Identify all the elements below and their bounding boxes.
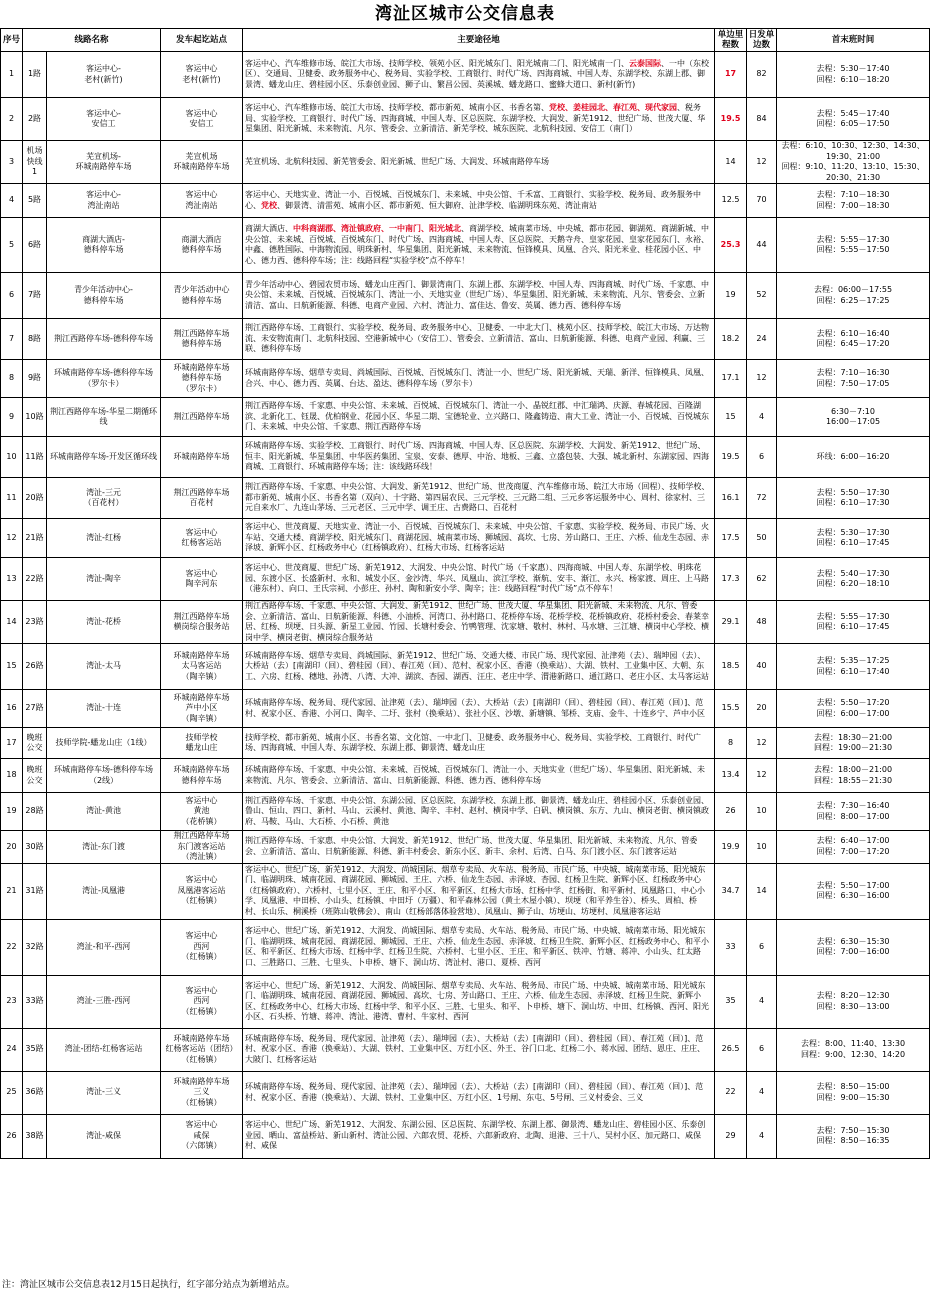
stop-text: 客运中心、世茂商厦、世纪广场、新芜1912、大润发、中央公馆、时代广场（千家惠）、四海商城、中国人寿、东湖学校、明珠花园、东渡小区、长盛新村、永和、城发小区、金沙湾、华兴、凤凰山、滨江学校、渐航、安丰、渐江、永兴、杨家渡、周庄、上马路（港东村）、向口、王氏宗祠、小彭庄、孙村、陶和新安小学、陶辛；注：线路回程“时代广场”点不停车！	[245, 563, 710, 594]
route-name: 湾沚-凤凰港	[47, 863, 161, 919]
one-way-km: 14	[715, 141, 747, 184]
one-way-km: 35	[715, 975, 747, 1028]
route-number: 5路	[23, 184, 47, 218]
row-index: 17	[1, 728, 23, 759]
table-row	[1, 1071, 930, 1114]
daily-trips: 48	[747, 601, 777, 644]
route-name: 湾沚-三义	[47, 1071, 161, 1114]
row-index: 19	[1, 793, 23, 831]
first-last-time: 去程：7:10－18:30 回程：7:00－18:30	[777, 184, 930, 218]
route-number: 27路	[23, 690, 47, 728]
stop-text: 、一中（东校区）、交通局、	[245, 58, 710, 79]
route-number: 21路	[23, 519, 47, 558]
route-terminals: 客运中心 老村(新竹)	[161, 52, 243, 98]
table-row	[1, 690, 930, 728]
daily-trips: 24	[747, 319, 777, 360]
daily-trips: 84	[747, 98, 777, 141]
one-way-km: 34.7	[715, 863, 747, 919]
route-number: 30路	[23, 831, 47, 864]
first-last-time: 去程：5:35－17:25 回程：6:10－17:40	[777, 644, 930, 690]
header-first-last-time: 首末班时间	[777, 29, 930, 52]
route-stops	[243, 863, 715, 919]
route-name: 荆江西路停车场-华星二期循环线	[47, 398, 161, 437]
row-index: 9	[1, 398, 23, 437]
route-terminals: 客运中心 凤凰港客运站 （红杨镇）	[161, 863, 243, 919]
footnote: 注：湾沚区城市公交信息表12月15日起执行，红字部分站点为新增站点。	[2, 1280, 295, 1290]
stop-text: 荆江西路停车场、千家惠、中央公馆、大润发、新芜1912、世纪广场、世茂商厦、汽车维修市场、皖江大市场（回程）、技师学校、都市新苑、城南小区、书香名第（双向）、十字路、第四届农民、三元学校、三元路二组、三元乡客运服务中心、周村、徐家村、三元自来水厂、九连山茅场、三元老区、三元中学、调王庄、古费路口、百花村	[245, 482, 710, 513]
one-way-km: 8	[715, 728, 747, 759]
first-last-time: 去程：5:30－17:40 回程：6:10－18:20	[777, 52, 930, 98]
route-stops	[243, 975, 715, 1028]
row-index: 2	[1, 98, 23, 141]
route-terminals: 环城南路停车场 红杨客运站（团结） （红杨镇）	[161, 1028, 243, 1071]
first-last-time: 去程：7:50－15:30 回程：8:50－16:35	[777, 1114, 930, 1158]
first-last-time: 去程：5:40－17:30 回程：6:20－18:10	[777, 558, 930, 601]
route-number: 晚班公交	[23, 759, 47, 793]
stop-text: 卫健委	[297, 69, 322, 79]
header-one-way-km: 单边里程数	[715, 29, 747, 52]
route-stops	[243, 398, 715, 437]
daily-trips: 12	[747, 360, 777, 398]
route-name: 湾沚-东门渡	[47, 831, 161, 864]
one-way-km: 26.5	[715, 1028, 747, 1071]
route-stops	[243, 360, 715, 398]
route-stops	[243, 728, 715, 759]
table-row	[1, 919, 930, 975]
daily-trips: 6	[747, 1028, 777, 1071]
route-name: 技师学院-蟠龙山庄（1线）	[47, 728, 161, 759]
new-stop-text: 党校、姜桂园北、春江苑、现代家园	[549, 103, 678, 113]
one-way-km: 25.3	[715, 218, 747, 273]
route-name: 客运中心- 老村(新竹)	[47, 52, 161, 98]
route-name: 湾沚-红杨	[47, 519, 161, 558]
row-index: 22	[1, 919, 23, 975]
first-last-time: 去程：5:50－17:30 回程：6:10－17:30	[777, 478, 930, 519]
daily-trips: 6	[747, 919, 777, 975]
route-terminals: 技师学校 蟠龙山庄	[161, 728, 243, 759]
stop-text: 客运中心、汽车维修市场、皖江大市场、技师学校、都市新苑、城南小区、书香名第、	[245, 103, 550, 113]
stop-text: 、税务局、实验学校、工商银行、时代广场、四海商城、中国人寿、区总医院、东湖学校、大润发、新芜1912、世纪广场、世茂大厦、华星集团、阳光新城、未来物流、凡尔、管委会、立新清洁、新芜学校、城东医院、北航科技园、安信工（南门）	[245, 103, 706, 134]
route-terminals: 荆江西路停车场 横岗综合服务站	[161, 601, 243, 644]
daily-trips: 14	[747, 863, 777, 919]
table-row	[1, 1028, 930, 1071]
row-index: 11	[1, 478, 23, 519]
first-last-time: 去程：6:10－16:40 回程：6:45－17:20	[777, 319, 930, 360]
route-number: 22路	[23, 558, 47, 601]
header-main-stops: 主要途径地	[243, 29, 715, 52]
first-last-time: 去程：6:10、10:30、12:30、14:30、19:30、21:00 回程：9:10、11:20、13:10、15:30、20:30、21:30	[777, 141, 930, 184]
route-number: 1路	[23, 52, 47, 98]
route-stops	[243, 1071, 715, 1114]
route-terminals: 荆江西路停车场	[161, 398, 243, 437]
route-terminals: 青少年活动中心 德科停车场	[161, 273, 243, 319]
table-body	[1, 52, 930, 1159]
stop-text: 客运中心、世纪广场、新芜1912、大润发、尚城国际、烟草专卖局、火车站、税务局、市民广场、中央城、城南菜市场、阳光城东门、临湖明珠、城南花园、商湖花园、狮城园、王庄、六桥、仙龙生态园、赤泽坡、杏园、红杨卫生院、新辉小区、红杨政务中心（红杨镇政府）、六桥村、七里小区、王庄、和平小区、和平新区、红杨大市场、红杨中学、红杨街、和平新村、凤凰路口、中心小学、凤凰港、中田桥、小山头、红杨镇、中田圩（万疆）、和平森林公园（黄土木屋小镇）、坝埂（和平养生谷）、桥头、周柏、桥村、长山乐、桐溪桥（班陈山敬佛会）、南山（红杨部落体验营地）、凤凰山、狮子山、坊埂山、坊埂村、凤凰港客运站	[245, 864, 706, 916]
stop-text: 客运中心、汽车维修市场、皖江大市场、技师学校、领苑小区、阳光城东门、阳光城南二门、阳光城南一门、	[245, 58, 630, 68]
table-row	[1, 728, 930, 759]
route-number: 2路	[23, 98, 47, 141]
route-name: 芜宣机场- 环城南路停车场	[47, 141, 161, 184]
stop-text: 客运中心、世纪广场、新芜1912、大润发、东湖公园、区总医院、东湖学校、东湖上郡、御景湾、蟠龙山庄、碧桂园小区、乐泰创业园、晒山、富益桥站、新山新村、湾沚公园、六郎农贸、花桥、六郎新政府、北陶、退港、三十八、吴村小区、加元路口、咸保村、咸保	[245, 1120, 706, 1151]
table-row	[1, 644, 930, 690]
route-terminals: 环城南路停车场 三义 （红杨镇）	[161, 1071, 243, 1114]
row-index: 25	[1, 1071, 23, 1114]
stop-text: 环城南路停车场、烟草专卖局、尚城国际、百悦城、百悦城东门、湾沚一小、世纪广场、阳光新城、天瑞、新洋、恒锋模具、凤凰、合兴、中心、德力西、英属、台达、盈达、德科停车场（罗尔卡）	[245, 368, 710, 388]
table-row	[1, 558, 930, 601]
row-index: 10	[1, 437, 23, 478]
table-row	[1, 360, 930, 398]
route-stops	[243, 558, 715, 601]
route-number: 11路	[23, 437, 47, 478]
route-terminals: 荆江西路停车场 德科停车场	[161, 319, 243, 360]
stop-text: 技师学校、都市新苑、城南小区、书香名第、文化馆、一中北门、卫健委、政务服务中心、税务局、实验学校、工商银行、时代广场、四海商城、中国人寿、东湖学校、东湖上郡、御景湾、蟠龙山庄	[245, 732, 702, 752]
route-number: 31路	[23, 863, 47, 919]
daily-trips: 12	[747, 728, 777, 759]
daily-trips: 12	[747, 141, 777, 184]
table-row	[1, 1114, 930, 1158]
one-way-km: 33	[715, 919, 747, 975]
table-header-row	[1, 29, 930, 52]
stop-text: 环城南路停车场、税务局、现代家园、沚津苑（去）、瑞坤园（去）、大桥站（去）[南湖印（回）、碧桂园（回）、春江苑（回）]、范村、祝家小区、香港（换乘站）、大湖、铁村、工业集中区、万红小区、1号闸、东屯、5号闸、三义村委会、三义	[245, 1082, 704, 1102]
route-number: 7路	[23, 273, 47, 319]
one-way-km: 15	[715, 398, 747, 437]
route-number: 20路	[23, 478, 47, 519]
row-index: 23	[1, 975, 23, 1028]
stop-text: 、商湖学校、城南菜市场、中央城、都市花园、御湖苑、商湖新城、中央公馆、未来城、百悦城、百悦城东门、时代广场、四海商城、中国人寿、区总医院、天鹅寺舟、皇家花园、皇家花园东门、永裕、中鑫、德胜国际、中海物流园、明珠新村、华星集团、阳光新城、未来物流、恒锋模具、凤凰、合兴、阳光米业、桂花园小区、中心、德力西、德科停车场；注：线路回程“实验学校”点不停车！	[245, 224, 710, 265]
stop-text: 客运中心、世茂商厦、天地实业、湾沚一小、百悦城、百悦城东门、未来城、中央公馆、千家惠、实验学校、税务局、市民广场、火车站、交通大楼、商湖学校、阳光城东门、商湖花园、城南菜市场、狮城园、高坎、七房、芳山路口、王庄、六桥、仙龙生态园、赤泽坡、新辉小区、红杨政务中心（红杨镇政府）、红杨大市场、红杨客运站	[245, 522, 710, 553]
route-name: 湾沚-十连	[47, 690, 161, 728]
route-stops	[243, 690, 715, 728]
daily-trips: 62	[747, 558, 777, 601]
stop-text: 环城南路停车场、烟草专卖局、尚城国际、新芜1912、世纪广场、交通大楼、市民广场、现代家园、沚津苑（去）、瑞坤园（去）、大桥站（去）[南湖印（回）、碧桂园（回）、春江苑（回）、范村、祝家小区、香港（换乘站）、大湖、铁村、工业集中区、大朝、东工、六房、红杨、穗地、孙湾、八湾、大冲、湖滨、杏园、湖西、汪庄、老庄中学、渭港新路口、通江路口、老庄小区、太马客运站	[245, 650, 710, 681]
first-last-time: 去程：7:30－16:40 回程：8:00－17:00	[777, 793, 930, 831]
one-way-km: 22	[715, 1071, 747, 1114]
route-terminals: 客运中心 陶辛河东	[161, 558, 243, 601]
route-terminals: 环城南路停车场 芦中小区 （陶辛镇）	[161, 690, 243, 728]
row-index: 4	[1, 184, 23, 218]
route-name: 商湖大酒店- 德科停车场	[47, 218, 161, 273]
table-row	[1, 52, 930, 98]
first-last-time: 去程：8:50－15:00 回程：9:00－15:30	[777, 1071, 930, 1114]
route-number: 32路	[23, 919, 47, 975]
route-terminals: 芜宣机场 环城南路停车场	[161, 141, 243, 184]
stop-text: 芜宣机场、北航科技园、新芜管委会、阳光新城、世纪广场、大润发、环城南路停车场	[245, 156, 550, 166]
table-row	[1, 218, 930, 273]
first-last-time: 去程：5:55－17:30 回程：5:55－17:50	[777, 218, 930, 273]
route-stops	[243, 831, 715, 864]
row-index: 5	[1, 218, 23, 273]
daily-trips: 44	[747, 218, 777, 273]
first-last-time: 去程：8:20－12:30 回程：8:30－13:00	[777, 975, 930, 1028]
route-name: 环城南路停车场-德科停车场 （罗尔卡）	[47, 360, 161, 398]
row-index: 1	[1, 52, 23, 98]
new-stop-text: 云泰国际	[629, 58, 662, 68]
table-row	[1, 975, 930, 1028]
route-name: 湾沚-三元 （百花村）	[47, 478, 161, 519]
header-index: 序号	[1, 29, 23, 52]
route-name: 环城南路停车场-开发区循环线	[47, 437, 161, 478]
route-name: 湾沚-黄池	[47, 793, 161, 831]
stop-text: 、御景湾、清雷苑、城南小区、都市新苑、恒大御府、沚津学校、临湖明珠东苑、湾沚南站	[277, 200, 598, 210]
daily-trips: 10	[747, 831, 777, 864]
one-way-km: 19.9	[715, 831, 747, 864]
route-stops	[243, 759, 715, 793]
route-stops	[243, 319, 715, 360]
route-terminals: 荆江西路停车场 东门渡客运站 （湾沚镇）	[161, 831, 243, 864]
header-daily-trips: 日发单边数	[747, 29, 777, 52]
table-row	[1, 863, 930, 919]
route-name: 客运中心- 安信工	[47, 98, 161, 141]
one-way-km: 19.5	[715, 98, 747, 141]
row-index: 7	[1, 319, 23, 360]
row-index: 20	[1, 831, 23, 864]
route-terminals: 客运中心 西河 （红杨镇）	[161, 975, 243, 1028]
route-stops	[243, 52, 715, 98]
route-terminals: 客运中心 黄池 （花桥镇）	[161, 793, 243, 831]
route-stops	[243, 919, 715, 975]
first-last-time: 去程：5:50－17:00 回程：6:30－16:00	[777, 863, 930, 919]
one-way-km: 17.1	[715, 360, 747, 398]
stop-text: 环城南路停车场、实验学校、工商银行、时代广场、四海商城、中国人寿、区总医院、东湖学校、大润发、新芜1912、世纪广场、恒丰、阳光新城、华星集团、中华医药集团、宝泉、安泰、德厚、中治、地板、三鑫、立盛包装、大强、城北新村、东湖家园、四海商城、工商银行、环城南路停车场；注：该线路环线！	[245, 441, 710, 472]
one-way-km: 29.1	[715, 601, 747, 644]
row-index: 15	[1, 644, 23, 690]
row-index: 3	[1, 141, 23, 184]
route-number: 6路	[23, 218, 47, 273]
route-terminals: 客运中心 安信工	[161, 98, 243, 141]
route-number: 机场快线1	[23, 141, 47, 184]
one-way-km: 17.5	[715, 519, 747, 558]
stop-text: 环城南路停车场、税务局、现代家园、沚津苑（去）、瑞坤园（去）、大桥站（去）[南湖印（回）、碧桂园（回）、春江苑（回）]、范村、祝家小区、香港、小河口、陶辛、二圩、张村（换乘站）、张社小区、沙墩、新塘镇、邹桥、支庙、金牛、十连乡宁、芦中小区	[245, 698, 706, 718]
table-row	[1, 184, 930, 218]
route-number: 26路	[23, 644, 47, 690]
route-number: 晚班公交	[23, 728, 47, 759]
route-terminals: 环城南路停车场 德科停车场 （罗尔卡）	[161, 360, 243, 398]
route-name: 湾沚-陶辛	[47, 558, 161, 601]
first-last-time: 去程：06:00－17:55 回程：6:25－17:25	[777, 273, 930, 319]
one-way-km: 17.3	[715, 558, 747, 601]
route-stops	[243, 1114, 715, 1158]
row-index: 18	[1, 759, 23, 793]
first-last-time: 去程：8:00、11:40、13:30 回程：9:00、12:30、14:20	[777, 1028, 930, 1071]
route-name: 湾沚-团结-红杨客运站	[47, 1028, 161, 1071]
table-row	[1, 519, 930, 558]
new-stop-text: 中科商湖郡、湾沚镇政府、一中南门、阳光城北	[293, 224, 462, 233]
row-index: 13	[1, 558, 23, 601]
row-index: 24	[1, 1028, 23, 1071]
one-way-km: 18.5	[715, 644, 747, 690]
route-terminals: 环城南路停车场 德科停车场	[161, 759, 243, 793]
daily-trips: 70	[747, 184, 777, 218]
stop-text: 环城南路停车场、税务局、现代家园、沚津苑（去）、瑞坤园（去）、大桥站（去）[南湖印（回）、碧桂园（回）、春江苑（回）]、范村、祝家小区、香港（换乘站）、大湖、铁村、工业集中区、万红小区、外王、谷门口北、红杨二小、蒋水园、团结、恩庄、庄庄、大陂门、红杨客运站	[245, 1033, 706, 1064]
stop-text: 荆江西路停车场、千家惠、中央公馆、东湖公园、区总医院、东湖学校、东湖上郡、御景湾、蟠龙山庄、碧桂园小区、乐泰创业园、鲁山、恒山、四口、新村、马山、云溪村、黄池、陶辛、丰村、赵村、横岗中学、白矾、横岗镇、东方、九山、横岗老街、横岗镇政府、马鞍、马山、大石桥、小石桥、黄池	[245, 795, 710, 826]
route-number: 38路	[23, 1114, 47, 1158]
route-stops	[243, 601, 715, 644]
one-way-km: 18.2	[715, 319, 747, 360]
one-way-km: 19	[715, 273, 747, 319]
stop-text: 荆江西路停车场、千家惠、中央公馆、未来城、百悦城、百悦城东门、湾沚一小、晶锐红郡、中汇瑞鸿、庆源、春城花园、百隆湖滨、北新化工、钰晟、优柏钢业、花园小区、华星二期、宝德轮业、立兴路口、隆鑫铸造、南大工业、湾沚一小、百悦城、百悦城东门、未来城、中央公馆、千家惠、荆江西路停车场	[245, 401, 710, 432]
route-number: 8路	[23, 319, 47, 360]
table-row	[1, 793, 930, 831]
stop-text: 客运中心、世纪广场、新芜1912、大润发、尚城国际、烟草专卖局、火车站、税务局、市民广场、中央城、城南菜市场、阳光城东门、临湖明珠、城南花园、商湖花园、狮城园、王庄、六桥、仙龙生态园、赤泽坡、红杨卫生院、新辉小区、红杨政务中心、和平小区、和平新区、红杨大市场、红杨中学、红杨卫生院、六桥村、七里小区、王庄、和平新区、铁冲、竹塘、蒋冲、小山头、红太路口、三胜路口、三胜、七里头、卜申桥、塘下、洞山坊、湾沚村、港口、夏桥、西河	[245, 926, 710, 967]
header-terminals: 发车起讫站点	[161, 29, 243, 52]
route-stops	[243, 793, 715, 831]
route-terminals: 客运中心 湾沚南站	[161, 184, 243, 218]
row-index: 6	[1, 273, 23, 319]
daily-trips: 6	[747, 437, 777, 478]
row-index: 26	[1, 1114, 23, 1158]
daily-trips: 10	[747, 793, 777, 831]
table-row	[1, 319, 930, 360]
stop-text: 商湖大酒店、	[245, 224, 294, 233]
stop-text: 客运中心、世纪广场、新芜1912、大润发、尚城国际、烟草专卖局、火车站、税务局、市民广场、中央城、城南菜市场、阳光城东门、临湖明珠、城南花园、商湖花园、狮城园、高坎、七房、芳山路口、王庄、六桥、仙龙生态园、赤泽坡、红杨卫生院、新辉小区、红杨政务中心、红杨大市场、红杨中学、和平小区、三胜、七里头、和平、卜申桥、塘下、洞山坊、中田、红杨镇、西河、阳光小区、石头桥、竹塘、蒋冲、湾沚、港湾、曹村、牛家村、西河	[245, 980, 710, 1021]
route-stops	[243, 644, 715, 690]
daily-trips: 50	[747, 519, 777, 558]
route-number: 10路	[23, 398, 47, 437]
route-name: 荆江西路停车场-德科停车场	[47, 319, 161, 360]
route-stops	[243, 519, 715, 558]
route-number: 9路	[23, 360, 47, 398]
table-row	[1, 478, 930, 519]
route-terminals: 荆江西路停车场 百花村	[161, 478, 243, 519]
first-last-time: 去程：7:10－16:30 回程：7:50－17:05	[777, 360, 930, 398]
first-last-time: 去程：5:45－17:40 回程：6:05－17:50	[777, 98, 930, 141]
row-index: 16	[1, 690, 23, 728]
route-name: 湾沚-和平-西河	[47, 919, 161, 975]
route-terminals: 客运中心 红杨客运站	[161, 519, 243, 558]
first-last-time: 去程：5:55－17:30 回程：6:10－17:45	[777, 601, 930, 644]
table-row	[1, 759, 930, 793]
route-number: 33路	[23, 975, 47, 1028]
route-name: 湾沚-咸保	[47, 1114, 161, 1158]
route-stops	[243, 437, 715, 478]
table-row	[1, 273, 930, 319]
route-stops	[243, 218, 715, 273]
route-name: 环城南路停车场-德科停车场 （2线）	[47, 759, 161, 793]
first-last-time: 6:30－7:10 16:00－17:05	[777, 398, 930, 437]
route-terminals: 客运中心 咸保 （六郎镇）	[161, 1114, 243, 1158]
new-stop-text: 党校	[261, 200, 278, 210]
route-name: 客运中心- 湾沚南站	[47, 184, 161, 218]
stop-text: 荆江西路停车场、工商银行、实验学校、税务局、政务服务中心、卫健委、一中北大门、桃苑小区、技师学校、皖江大市场、万达物流、未安物流南门、北航科技园、空港新城中心（安信工）、管委会、立新清洁、富山、日航新能源、科德、电商产业园、利赢、三联、德科停车场	[245, 323, 710, 354]
daily-trips: 4	[747, 398, 777, 437]
first-last-time: 去程：18:00－21:00 回程：18:55－21:30	[777, 759, 930, 793]
one-way-km: 12.5	[715, 184, 747, 218]
bus-info-table	[0, 28, 930, 1159]
stop-text: 荆江西路停车场、千家惠、中央公馆、大润发、新芜1912、世纪广场、世茂大厦、华星集团、阳光新城、未来物流、凡尔、管委会、立新清洁、富山、日航新能源、科德、小油桥、河湾口、孙村路口、花桥停车场、花桥学校、花桥镇政府、花桥村委会、春莱幸居、红杨、坝埂、日头源、新星工业园、竹园、长塘村委会、竹鸭管理、沈家塘、敬村、林村、马水塘、三江塘、横岗中心学校、横岗中学、横岗老街、横岗综合服务站	[245, 601, 710, 642]
route-terminals: 商湖大酒店 德科停车场	[161, 218, 243, 273]
one-way-km: 16.1	[715, 478, 747, 519]
first-last-time: 去程：5:50－17:20 回程：6:00－17:00	[777, 690, 930, 728]
stop-text: 青少年活动中心、碧园农贸市场、蟠龙山庄西门、御景湾南门、东湖上郡、东湖学校、中国人寿、四海商城、时代广场、千家惠、中央公馆、未来城、百悦城、百悦城东门、湾沚一小、天地实业（世纪广场）、华星集团、阳光新城、未来物流、凡尔、管委会、立新清洁、富山、日航新能源、科德、电商产业园、六村、湾沚力、富佳达、鲁安、英属、德力西、德科停车场	[245, 279, 710, 310]
daily-trips: 12	[747, 759, 777, 793]
first-last-time: 去程：5:30－17:30 回程：6:10－17:45	[777, 519, 930, 558]
stop-text: 环城南路停车场、千家惠、中央公馆、未来城、百悦城、百悦城东门、湾沚一小、天地实业（世纪广场）、华星集团、阳光新城、未来物流、凡尔、管委会、立新清洁、富山、日航新能源、科德、德力西、德科停车场	[245, 765, 706, 785]
route-name: 湾沚-花桥	[47, 601, 161, 644]
one-way-km: 26	[715, 793, 747, 831]
route-stops	[243, 184, 715, 218]
daily-trips: 4	[747, 975, 777, 1028]
daily-trips: 4	[747, 1114, 777, 1158]
route-number: 35路	[23, 1028, 47, 1071]
route-name: 青少年活动中心- 德科停车场	[47, 273, 161, 319]
route-name: 湾沚-三胜-西河	[47, 975, 161, 1028]
row-index: 12	[1, 519, 23, 558]
stop-text: 客运中心、天地实业、湾沚一小、百悦城、百悦城东门、未来城、中央公馆、千禾富、工商银行、实验学校、税务局、政务服务中心、	[245, 190, 702, 210]
table-row	[1, 141, 930, 184]
route-stops	[243, 98, 715, 141]
table-row	[1, 601, 930, 644]
route-number: 28路	[23, 793, 47, 831]
daily-trips: 52	[747, 273, 777, 319]
page-title: 湾沚区城市公交信息表	[375, 4, 555, 24]
daily-trips: 72	[747, 478, 777, 519]
daily-trips: 82	[747, 52, 777, 98]
first-last-time: 去程：6:30－15:30 回程：7:00－16:00	[777, 919, 930, 975]
table-row	[1, 398, 930, 437]
first-last-time: 去程：6:40－17:00 回程：7:00－17:20	[777, 831, 930, 864]
row-index: 14	[1, 601, 23, 644]
table-row	[1, 98, 930, 141]
route-terminals: 环城南路停车场	[161, 437, 243, 478]
route-stops	[243, 273, 715, 319]
one-way-km: 29	[715, 1114, 747, 1158]
daily-trips: 20	[747, 690, 777, 728]
row-index: 8	[1, 360, 23, 398]
row-index: 21	[1, 863, 23, 919]
one-way-km: 13.4	[715, 759, 747, 793]
route-terminals: 环城南路停车场 太马客运站 （陶辛镇）	[161, 644, 243, 690]
one-way-km: 19.5	[715, 437, 747, 478]
route-name: 湾沚-太马	[47, 644, 161, 690]
one-way-km: 17	[715, 52, 747, 98]
daily-trips: 4	[747, 1071, 777, 1114]
table-row	[1, 437, 930, 478]
daily-trips: 40	[747, 644, 777, 690]
header-route-name: 线路名称	[23, 29, 161, 52]
first-last-time: 环线：6:00－16:20	[777, 437, 930, 478]
first-last-time: 去程：18:30－21:00 回程：19:00－21:30	[777, 728, 930, 759]
stop-text: 、政务服务中心、税务局、实验学校、工商银行、时代广场、四海商城、中国人寿、东湖学校、东湖上郡、御景湾、蟠龙山庄、碧桂园小区、乐泰创业园、狮子山、繁昌公园、英溪城、蟠龙路口、蜜蜂大道口、新村(新竹)	[245, 69, 706, 89]
route-stops	[243, 478, 715, 519]
table-row	[1, 831, 930, 864]
route-stops	[243, 1028, 715, 1071]
route-number: 23路	[23, 601, 47, 644]
one-way-km: 15.5	[715, 690, 747, 728]
stop-text: 荆江西路停车场、千家惠、中央公馆、大润发、新芜1912、世纪广场、世茂大厦、华星集团、阳光新城、未来物流、凡尔、管委会、立新清洁、富山、日航新能源、科德、新丰村委会、新东小区、新丰、余村、后湾、白马、东门渡小区、东门渡客运站	[245, 836, 698, 856]
route-number: 36路	[23, 1071, 47, 1114]
route-stops	[243, 141, 715, 184]
route-terminals: 客运中心 西河 （红杨镇）	[161, 919, 243, 975]
